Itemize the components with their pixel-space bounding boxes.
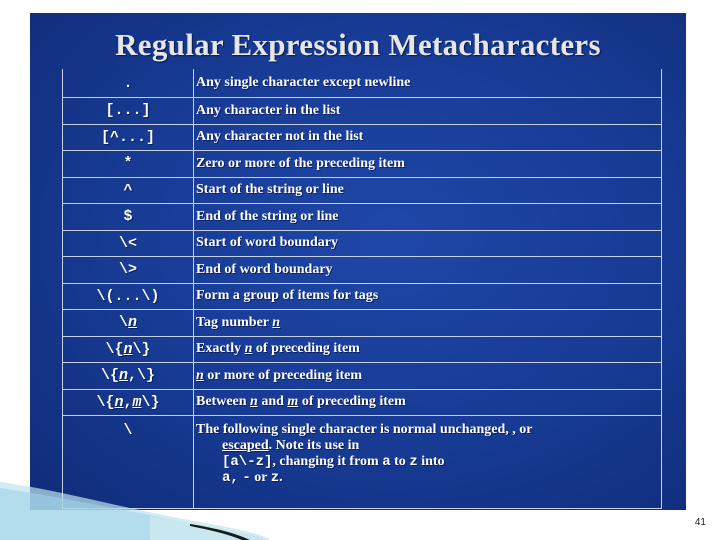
escaped-word: escaped bbox=[222, 438, 269, 453]
symbol-cell: * bbox=[63, 151, 194, 178]
symbol-prefix: \{ bbox=[105, 340, 124, 358]
symbol-prefix: \ bbox=[118, 314, 128, 332]
table-row bbox=[63, 177, 662, 204]
description-cell: Start of the string or line bbox=[194, 177, 662, 204]
desc-mid: and bbox=[257, 394, 288, 410]
description-cell bbox=[194, 389, 662, 416]
symbol-var-n: n bbox=[123, 340, 133, 358]
symbol-suffix: \} bbox=[132, 340, 151, 358]
symbol-cell: \ bbox=[63, 416, 194, 509]
description-cell: Zero or more of the preceding item bbox=[194, 151, 662, 178]
description-cell: Any character in the list bbox=[194, 98, 662, 125]
table-row bbox=[63, 310, 662, 337]
code-a: a, bbox=[222, 470, 239, 486]
symbol-cell: ^ bbox=[63, 177, 194, 204]
code-z: z bbox=[409, 454, 418, 470]
desc-prefix: Tag number bbox=[196, 314, 273, 330]
description-cell: Any character not in the list bbox=[194, 124, 662, 151]
symbol-prefix: \{ bbox=[100, 367, 119, 385]
table-row bbox=[63, 389, 662, 416]
note-text: or bbox=[250, 470, 271, 485]
note-line-2 bbox=[196, 438, 661, 454]
symbol-cell: \< bbox=[63, 230, 194, 257]
note-text: , changing it from bbox=[272, 454, 383, 469]
note-text: . Note its use in bbox=[268, 438, 360, 453]
code-z: z bbox=[270, 470, 280, 486]
desc-var-n: n bbox=[272, 314, 281, 330]
table-row bbox=[63, 283, 662, 310]
desc-var-m: m bbox=[287, 394, 299, 410]
description-cell: Any single character except newline bbox=[194, 69, 662, 98]
desc-prefix: Between bbox=[196, 394, 251, 410]
slide bbox=[30, 13, 686, 510]
symbol-var-n: n bbox=[118, 367, 128, 385]
table-row bbox=[63, 204, 662, 231]
symbol-var-n: n bbox=[128, 314, 138, 332]
page-number: 41 bbox=[694, 517, 706, 528]
table-row bbox=[63, 230, 662, 257]
symbol-cell: . bbox=[63, 69, 194, 98]
note-line-3 bbox=[196, 454, 661, 470]
symbol-cell bbox=[63, 363, 194, 390]
description-cell: Form a group of items for tags bbox=[194, 283, 662, 310]
description-cell bbox=[194, 336, 662, 363]
table-row bbox=[63, 124, 662, 151]
symbol-mid: , bbox=[123, 393, 133, 411]
note-text: to bbox=[390, 454, 410, 469]
note-text: . bbox=[279, 470, 283, 485]
slide-title: Regular Expression Metacharacters bbox=[115, 27, 601, 62]
code-range: [a\-z] bbox=[222, 454, 273, 470]
code-dash: - bbox=[242, 470, 251, 486]
description-cell bbox=[194, 363, 662, 390]
desc-var-n: n bbox=[244, 341, 253, 357]
desc-var-n: n bbox=[250, 394, 258, 410]
table-row bbox=[63, 98, 662, 125]
symbol-cell: \(...\) bbox=[63, 283, 194, 310]
desc-var-n: n bbox=[196, 367, 204, 383]
symbol-suffix: ,\} bbox=[128, 367, 156, 385]
metacharacter-table bbox=[62, 69, 662, 509]
note-line-1: The following single character is normal unchanged, , or bbox=[196, 422, 533, 437]
description-cell: End of the string or line bbox=[194, 204, 662, 231]
desc-suffix: of preceding item bbox=[298, 394, 406, 410]
description-cell: End of word boundary bbox=[194, 257, 662, 284]
table-row bbox=[63, 257, 662, 284]
description-cell bbox=[194, 310, 662, 337]
symbol-cell: $ bbox=[63, 204, 194, 231]
desc-suffix: or more of preceding item bbox=[203, 367, 363, 383]
symbol-var-m: m bbox=[132, 393, 142, 411]
symbol-cell: \> bbox=[63, 257, 194, 284]
table-row bbox=[63, 363, 662, 390]
symbol-var-n: n bbox=[114, 393, 124, 411]
table-row bbox=[63, 151, 662, 178]
code-a: a bbox=[382, 454, 391, 470]
symbol-cell bbox=[63, 336, 194, 363]
symbol-suffix: \} bbox=[141, 393, 160, 411]
description-cell: Start of word boundary bbox=[194, 230, 662, 257]
note-text: into bbox=[417, 454, 445, 469]
symbol-cell bbox=[63, 310, 194, 337]
symbol-cell bbox=[63, 389, 194, 416]
table-row bbox=[63, 69, 662, 98]
symbol-cell: [^...] bbox=[63, 124, 194, 151]
decorative-wave bbox=[0, 480, 720, 540]
symbol-cell: [...] bbox=[63, 98, 194, 125]
desc-suffix: of preceding item bbox=[252, 341, 360, 357]
symbol-prefix: \{ bbox=[96, 393, 115, 411]
table-row bbox=[63, 336, 662, 363]
desc-prefix: Exactly bbox=[196, 341, 245, 357]
